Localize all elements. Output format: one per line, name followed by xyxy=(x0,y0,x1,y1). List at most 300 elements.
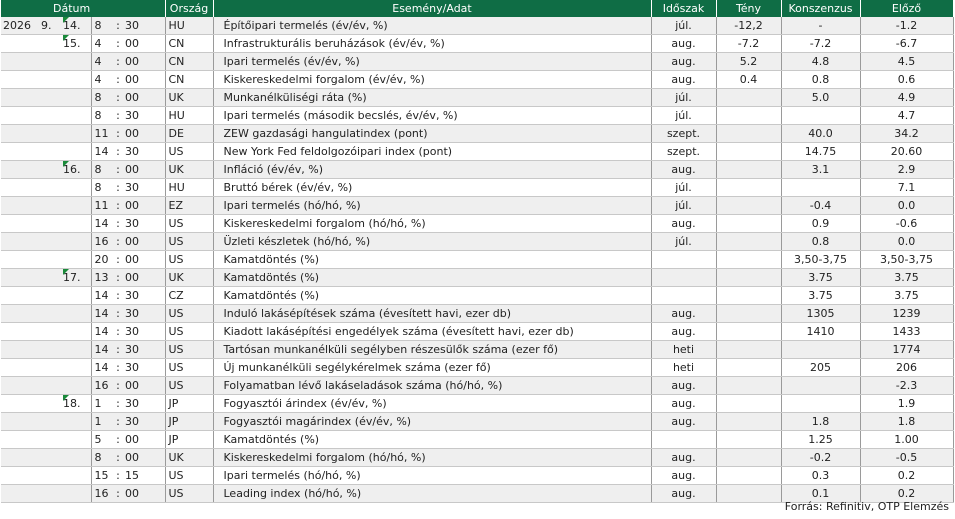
time-separator: : xyxy=(111,215,125,233)
previous-cell-text: -1.2 xyxy=(895,19,918,32)
year-cell xyxy=(1,53,41,71)
minute-cell xyxy=(125,287,165,305)
hour-cell xyxy=(91,179,111,197)
month-cell xyxy=(41,431,63,449)
period-cell-text: aug. xyxy=(671,397,696,410)
country-cell-text: JP xyxy=(168,433,179,446)
minute-cell-text: 30 xyxy=(125,307,139,320)
year-cell xyxy=(1,449,41,467)
hour-cell-text: 14 xyxy=(94,217,109,230)
minute-cell-text: 00 xyxy=(125,487,139,500)
consensus-cell-text: -7.2 xyxy=(809,37,832,50)
event-cell xyxy=(213,305,651,323)
minute-cell xyxy=(125,143,165,161)
event-cell-text: Kiskereskedelmi forgalom (év/év, %) xyxy=(223,73,425,86)
period-cell xyxy=(651,341,716,359)
minute-cell xyxy=(125,413,165,431)
hour-cell-text: 5 xyxy=(94,433,102,446)
actual-cell xyxy=(716,107,781,125)
previous-cell-text: 206 xyxy=(896,361,917,374)
day-cell xyxy=(63,431,91,449)
hour-cell xyxy=(91,71,111,89)
event-cell xyxy=(213,161,651,179)
minute-cell xyxy=(125,215,165,233)
consensus-cell-text: 0.1 xyxy=(811,487,830,500)
minute-cell xyxy=(125,161,165,179)
year-cell xyxy=(1,269,41,287)
minute-cell xyxy=(125,197,165,215)
country-cell-text: HU xyxy=(168,181,185,194)
event-cell-text: Fogyasztói árindex (év/év, %) xyxy=(223,397,387,410)
actual-cell xyxy=(716,35,781,53)
consensus-cell xyxy=(781,53,860,71)
period-cell xyxy=(651,197,716,215)
minute-cell-text: 30 xyxy=(125,109,139,122)
hour-cell-text: 14 xyxy=(94,145,109,158)
table-row xyxy=(1,143,953,161)
country-cell-text: EZ xyxy=(168,199,183,212)
event-cell xyxy=(213,467,651,485)
day-cell xyxy=(63,305,91,323)
day-cell xyxy=(63,251,91,269)
consensus-cell-text: - xyxy=(818,19,823,32)
hour-cell-text: 11 xyxy=(94,127,109,140)
country-cell xyxy=(165,377,213,395)
minute-cell xyxy=(125,305,165,323)
day-cell xyxy=(63,413,91,431)
hour-cell xyxy=(91,449,111,467)
country-cell xyxy=(165,233,213,251)
previous-cell-text: 2.9 xyxy=(897,163,916,176)
month-cell xyxy=(41,179,63,197)
minute-cell-text: 30 xyxy=(125,19,139,32)
year-cell xyxy=(1,35,41,53)
year-cell-text: 2026 xyxy=(3,19,31,32)
previous-cell xyxy=(860,215,953,233)
time-separator: : xyxy=(111,35,125,53)
minute-cell xyxy=(125,53,165,71)
consensus-cell xyxy=(781,17,860,35)
period-cell xyxy=(651,485,716,503)
month-cell xyxy=(41,107,63,125)
period-cell-text: júl. xyxy=(675,109,692,122)
previous-cell xyxy=(860,305,953,323)
table-row xyxy=(1,467,953,485)
table-row xyxy=(1,17,953,35)
actual-cell xyxy=(716,323,781,341)
event-cell-text: Kamatdöntés (%) xyxy=(223,289,320,302)
previous-cell xyxy=(860,161,953,179)
minute-cell xyxy=(125,251,165,269)
consensus-cell xyxy=(781,89,860,107)
consensus-cell xyxy=(781,107,860,125)
previous-cell-text: 0.6 xyxy=(897,73,916,86)
table-row xyxy=(1,89,953,107)
minute-cell xyxy=(125,359,165,377)
country-cell-text: US xyxy=(168,145,184,158)
day-cell xyxy=(63,467,91,485)
day-cell-text: 18. xyxy=(63,397,81,410)
hour-cell-text: 1 xyxy=(94,415,102,428)
year-cell xyxy=(1,413,41,431)
actual-cell xyxy=(716,413,781,431)
time-separator: : xyxy=(111,395,125,413)
table-row xyxy=(1,197,953,215)
hour-cell xyxy=(91,377,111,395)
period-cell xyxy=(651,233,716,251)
country-cell-text: US xyxy=(168,343,184,356)
hour-cell xyxy=(91,467,111,485)
country-cell xyxy=(165,17,213,35)
minute-cell xyxy=(125,71,165,89)
day-cell xyxy=(63,395,91,413)
period-cell xyxy=(651,89,716,107)
previous-cell xyxy=(860,233,953,251)
day-cell-text: 14. xyxy=(63,19,81,32)
consensus-cell xyxy=(781,125,860,143)
country-cell-text: US xyxy=(168,379,184,392)
time-separator: : xyxy=(111,251,125,269)
time-separator: : xyxy=(111,413,125,431)
header-row xyxy=(1,0,953,17)
time-separator: : xyxy=(111,485,125,503)
month-cell xyxy=(41,467,63,485)
previous-cell xyxy=(860,467,953,485)
previous-cell xyxy=(860,251,953,269)
month-cell xyxy=(41,449,63,467)
event-cell-text: ZEW gazdasági hangulatindex (pont) xyxy=(223,127,428,140)
table-row xyxy=(1,269,953,287)
day-cell xyxy=(63,161,91,179)
year-cell xyxy=(1,125,41,143)
table-row xyxy=(1,377,953,395)
year-cell xyxy=(1,233,41,251)
hour-cell-text: 8 xyxy=(94,181,102,194)
event-cell xyxy=(213,215,651,233)
previous-cell-text: 7.1 xyxy=(897,181,916,194)
table-row xyxy=(1,359,953,377)
hour-cell-text: 13 xyxy=(94,271,109,284)
month-cell xyxy=(41,143,63,161)
actual-cell xyxy=(716,125,781,143)
period-cell-text: aug. xyxy=(671,163,696,176)
consensus-cell xyxy=(781,341,860,359)
country-cell-text: US xyxy=(168,487,184,500)
minute-cell-text: 30 xyxy=(125,181,139,194)
consensus-cell xyxy=(781,395,860,413)
day-cell xyxy=(63,359,91,377)
comment-marker-icon xyxy=(63,161,69,167)
country-cell-text: US xyxy=(168,307,184,320)
period-cell xyxy=(651,395,716,413)
time-separator: : xyxy=(111,53,125,71)
hour-cell xyxy=(91,143,111,161)
day-cell-text: 17. xyxy=(63,271,81,284)
minute-cell xyxy=(125,35,165,53)
actual-cell xyxy=(716,449,781,467)
country-cell xyxy=(165,35,213,53)
time-separator: : xyxy=(111,377,125,395)
year-cell xyxy=(1,305,41,323)
previous-cell-text: -2.3 xyxy=(895,379,918,392)
previous-cell-text: 0.2 xyxy=(897,487,916,500)
minute-cell xyxy=(125,107,165,125)
period-cell-text: júl. xyxy=(675,199,692,212)
period-cell xyxy=(651,323,716,341)
table-row xyxy=(1,323,953,341)
table-row xyxy=(1,251,953,269)
period-cell xyxy=(651,449,716,467)
country-cell-text: US xyxy=(168,325,184,338)
consensus-cell xyxy=(781,449,860,467)
comment-marker-icon xyxy=(63,35,69,41)
year-cell xyxy=(1,341,41,359)
consensus-cell xyxy=(781,71,860,89)
day-cell xyxy=(63,71,91,89)
period-cell-text: júl. xyxy=(675,235,692,248)
previous-cell xyxy=(860,17,953,35)
country-cell xyxy=(165,323,213,341)
consensus-cell-text: 4.8 xyxy=(811,55,830,68)
minute-cell-text: 30 xyxy=(125,415,139,428)
minute-cell-text: 00 xyxy=(125,379,139,392)
consensus-cell xyxy=(781,287,860,305)
minute-cell-text: 00 xyxy=(125,253,139,266)
year-cell xyxy=(1,161,41,179)
consensus-cell xyxy=(781,269,860,287)
previous-cell-text: 1.00 xyxy=(894,433,919,446)
hour-cell-text: 15 xyxy=(94,469,109,482)
period-cell-text: aug. xyxy=(671,469,696,482)
minute-cell xyxy=(125,323,165,341)
consensus-cell xyxy=(781,179,860,197)
previous-cell xyxy=(860,35,953,53)
period-cell xyxy=(651,413,716,431)
event-cell-text: Kamatdöntés (%) xyxy=(223,253,320,266)
header-country: Ország xyxy=(165,0,213,17)
month-cell xyxy=(41,71,63,89)
consensus-cell-text: 1.25 xyxy=(808,433,833,446)
consensus-cell-text: 3.1 xyxy=(811,163,830,176)
hour-cell-text: 14 xyxy=(94,343,109,356)
period-cell-text: júl. xyxy=(675,19,692,32)
time-separator: : xyxy=(111,17,125,35)
minute-cell xyxy=(125,179,165,197)
country-cell-text: UK xyxy=(168,163,184,176)
period-cell-text: aug. xyxy=(671,487,696,500)
event-cell-text: Ipari termelés (év/év, %) xyxy=(223,55,360,68)
country-cell xyxy=(165,53,213,71)
month-cell xyxy=(41,287,63,305)
actual-cell xyxy=(716,71,781,89)
period-cell-text: aug. xyxy=(671,307,696,320)
hour-cell-text: 1 xyxy=(94,397,102,410)
minute-cell-text: 00 xyxy=(125,73,139,86)
country-cell xyxy=(165,269,213,287)
consensus-cell xyxy=(781,323,860,341)
comment-marker-icon xyxy=(63,17,69,23)
actual-cell xyxy=(716,485,781,503)
previous-cell xyxy=(860,143,953,161)
event-cell-text: Ipari termelés (hó/hó, %) xyxy=(223,199,361,212)
event-cell xyxy=(213,233,651,251)
previous-cell xyxy=(860,377,953,395)
country-cell-text: HU xyxy=(168,109,185,122)
year-cell xyxy=(1,17,41,35)
consensus-cell xyxy=(781,161,860,179)
actual-cell xyxy=(716,233,781,251)
header-period: Időszak xyxy=(651,0,716,17)
event-cell-text: New York Fed feldolgozóipari index (pont) xyxy=(223,145,453,158)
actual-cell xyxy=(716,431,781,449)
consensus-cell-text: 14.75 xyxy=(804,145,837,158)
time-separator: : xyxy=(111,89,125,107)
minute-cell-text: 00 xyxy=(125,235,139,248)
previous-cell-text: -0.5 xyxy=(895,451,918,464)
period-cell-text: aug. xyxy=(671,325,696,338)
period-cell-text: aug. xyxy=(671,379,696,392)
previous-cell xyxy=(860,53,953,71)
consensus-cell-text: 3.75 xyxy=(808,289,833,302)
previous-cell-text: 1774 xyxy=(892,343,921,356)
hour-cell xyxy=(91,125,111,143)
period-cell xyxy=(651,179,716,197)
day-cell-text: 15. xyxy=(63,37,81,50)
consensus-cell-text: 3,50-3,75 xyxy=(794,253,847,266)
day-cell xyxy=(63,287,91,305)
actual-cell xyxy=(716,287,781,305)
event-cell-text: Bruttó bérek (év/év, %) xyxy=(223,181,353,194)
previous-cell xyxy=(860,71,953,89)
consensus-cell-text: -0.2 xyxy=(809,451,832,464)
actual-cell xyxy=(716,143,781,161)
header-previous: Előző xyxy=(860,0,953,17)
economic-calendar-table xyxy=(1,0,954,503)
month-cell xyxy=(41,161,63,179)
minute-cell xyxy=(125,449,165,467)
hour-cell xyxy=(91,17,111,35)
minute-cell xyxy=(125,377,165,395)
actual-cell xyxy=(716,377,781,395)
day-cell xyxy=(63,377,91,395)
event-cell xyxy=(213,53,651,71)
table-row xyxy=(1,413,953,431)
day-cell xyxy=(63,215,91,233)
day-cell xyxy=(63,485,91,503)
country-cell xyxy=(165,359,213,377)
event-cell xyxy=(213,395,651,413)
event-cell-text: Induló lakásépítések száma (évesített havi, ezer db) xyxy=(223,307,512,320)
consensus-cell xyxy=(781,215,860,233)
month-cell xyxy=(41,413,63,431)
month-cell xyxy=(41,341,63,359)
event-cell-text: Kiadott lakásépítési engedélyek száma (évesített havi, ezer db) xyxy=(223,325,574,338)
minute-cell xyxy=(125,89,165,107)
country-cell xyxy=(165,341,213,359)
period-cell xyxy=(651,107,716,125)
event-cell-text: Fogyasztói magárindex (év/év, %) xyxy=(223,415,412,428)
table-row xyxy=(1,449,953,467)
minute-cell-text: 00 xyxy=(125,55,139,68)
time-separator: : xyxy=(111,179,125,197)
event-cell-text: Kiskereskedelmi forgalom (hó/hó, %) xyxy=(223,451,426,464)
previous-cell-text: 34.2 xyxy=(894,127,919,140)
hour-cell-text: 8 xyxy=(94,451,102,464)
period-cell-text: heti xyxy=(672,343,695,356)
period-cell xyxy=(651,35,716,53)
calendar-rows xyxy=(1,17,953,503)
period-cell xyxy=(651,269,716,287)
previous-cell xyxy=(860,269,953,287)
year-cell xyxy=(1,323,41,341)
table-row xyxy=(1,53,953,71)
event-cell-text: Építőipari termelés (év/év, %) xyxy=(223,19,388,32)
minute-cell xyxy=(125,431,165,449)
event-cell xyxy=(213,179,651,197)
consensus-cell-text: 1.8 xyxy=(811,415,830,428)
country-cell-text: DE xyxy=(168,127,184,140)
actual-cell xyxy=(716,89,781,107)
consensus-cell-text: 0.3 xyxy=(811,469,830,482)
country-cell-text: CN xyxy=(168,37,185,50)
event-cell xyxy=(213,323,651,341)
month-cell xyxy=(41,17,63,35)
day-cell xyxy=(63,449,91,467)
consensus-cell-text: 0.9 xyxy=(811,217,830,230)
consensus-cell xyxy=(781,431,860,449)
event-cell xyxy=(213,71,651,89)
previous-cell xyxy=(860,323,953,341)
table-row xyxy=(1,179,953,197)
event-cell-text: Új munkanélküli segélykérelmek száma (ezer fő) xyxy=(223,361,491,374)
consensus-cell-text: 0.8 xyxy=(811,235,830,248)
hour-cell xyxy=(91,305,111,323)
hour-cell-text: 14 xyxy=(94,361,109,374)
actual-cell xyxy=(716,215,781,233)
actual-cell xyxy=(716,251,781,269)
day-cell xyxy=(63,17,91,35)
previous-cell xyxy=(860,359,953,377)
country-cell-text: US xyxy=(168,235,184,248)
month-cell xyxy=(41,197,63,215)
source-note: Forrás: Refinitiv, OTP Elemzés xyxy=(784,500,949,513)
hour-cell-text: 14 xyxy=(94,307,109,320)
table-row xyxy=(1,341,953,359)
year-cell xyxy=(1,485,41,503)
actual-cell xyxy=(716,53,781,71)
day-cell xyxy=(63,233,91,251)
country-cell xyxy=(165,485,213,503)
country-cell xyxy=(165,413,213,431)
hour-cell-text: 16 xyxy=(94,487,109,500)
time-separator: : xyxy=(111,107,125,125)
day-cell xyxy=(63,35,91,53)
previous-cell-text: 1.9 xyxy=(897,397,916,410)
minute-cell-text: 00 xyxy=(125,433,139,446)
country-cell-text: JP xyxy=(168,415,179,428)
period-cell xyxy=(651,287,716,305)
period-cell-text: szept. xyxy=(666,127,701,140)
time-separator: : xyxy=(111,341,125,359)
country-cell xyxy=(165,251,213,269)
hour-cell xyxy=(91,233,111,251)
country-cell-text: UK xyxy=(168,91,184,104)
period-cell xyxy=(651,431,716,449)
month-cell xyxy=(41,269,63,287)
day-cell xyxy=(63,89,91,107)
time-separator: : xyxy=(111,125,125,143)
minute-cell-text: 00 xyxy=(125,451,139,464)
